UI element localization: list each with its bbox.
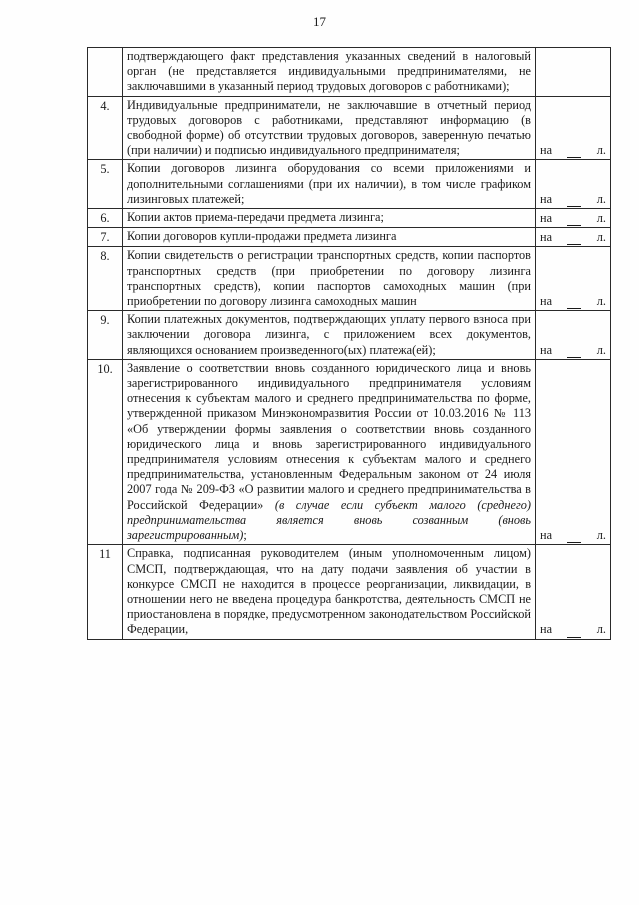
row-number: 6. bbox=[100, 211, 110, 226]
page-count-cell bbox=[536, 160, 611, 209]
page-count-cell bbox=[536, 311, 611, 360]
page-count-cell bbox=[536, 545, 611, 639]
row-number-cell bbox=[88, 209, 123, 228]
document-description: подтверждающего факт представления указанных сведений в налоговый орган (не представляется индивидуальными предпринимателями, не заключавшими в указанный период трудовых договоров с работниками); bbox=[127, 49, 531, 94]
page-count-field bbox=[540, 622, 606, 637]
row-number-cell bbox=[88, 228, 123, 247]
row-number-cell bbox=[88, 247, 123, 311]
page-count-blank bbox=[567, 346, 581, 358]
page-count-blank bbox=[567, 297, 581, 309]
row-number: 9. bbox=[100, 313, 110, 328]
page-count-blank bbox=[567, 531, 581, 543]
row-number: 4. bbox=[100, 98, 110, 113]
page-count-cell bbox=[536, 228, 611, 247]
page-count-suffix: л. bbox=[596, 230, 606, 245]
page-count-prefix: на bbox=[540, 211, 553, 226]
page-count-field bbox=[540, 192, 606, 207]
page-count-field bbox=[540, 143, 606, 158]
table-row bbox=[88, 545, 611, 639]
page-count-cell bbox=[536, 209, 611, 228]
page-count-suffix: л. bbox=[596, 622, 606, 637]
table-row bbox=[88, 48, 611, 97]
document-description-cell bbox=[123, 48, 536, 97]
table-row bbox=[88, 359, 611, 544]
table-row bbox=[88, 160, 611, 209]
document-description: Индивидуальные предприниматели, не заключавшие в отчетный период трудовых договоров с работниками, представляют информацию (в свободной форме) об отсутствии трудовых договоров, заверенную печатью (при наличии) и подписью индивидуального предпринимателя; bbox=[127, 97, 531, 158]
row-number: 8. bbox=[100, 249, 110, 264]
documents-table bbox=[87, 47, 611, 640]
row-number-cell bbox=[88, 311, 123, 360]
page-count-prefix: на bbox=[540, 528, 553, 543]
documents-table-body bbox=[88, 48, 611, 640]
row-number-cell bbox=[88, 160, 123, 209]
page-count-prefix: на bbox=[540, 143, 553, 158]
row-number: 5. bbox=[100, 162, 110, 177]
document-description-cell bbox=[123, 96, 536, 160]
row-number-cell bbox=[88, 48, 123, 97]
document-description: Копии договоров купли-продажи предмета лизинга bbox=[127, 229, 397, 244]
table-row bbox=[88, 247, 611, 311]
document-description: Копии договоров лизинга оборудования со всеми приложениями и дополнительными соглашениями (при их наличии), в том числе графиком лизинговых платежей; bbox=[127, 161, 531, 206]
row-number: 11 bbox=[99, 547, 111, 562]
document-description-cell bbox=[123, 160, 536, 209]
document-description: Копии свидетельств о регистрации транспортных средств, копии паспортов транспортных средств (при приобретении по договору лизинга транспортных средств), копии паспортов самоходных машин (при приобретении по договору лизинга самоходных машин bbox=[127, 248, 531, 309]
page-count-cell bbox=[536, 359, 611, 544]
page-count-field bbox=[540, 211, 606, 226]
document-description-cell bbox=[123, 209, 536, 228]
document-description-cell bbox=[123, 311, 536, 360]
page-count-prefix: на bbox=[540, 342, 553, 357]
page-count-cell bbox=[536, 247, 611, 311]
table-row bbox=[88, 311, 611, 360]
page-count-prefix: на bbox=[540, 294, 553, 309]
document-description-tail: ; bbox=[243, 528, 247, 543]
page-count-blank bbox=[567, 233, 581, 245]
page-count-cell bbox=[536, 96, 611, 160]
document-description-cell bbox=[123, 247, 536, 311]
row-number-cell bbox=[88, 545, 123, 639]
page-count-field bbox=[540, 528, 606, 543]
row-number: 7. bbox=[100, 230, 110, 245]
page-count-field bbox=[540, 230, 606, 245]
page-count-suffix: л. bbox=[596, 143, 606, 158]
page-count-blank bbox=[567, 214, 581, 226]
page-count-suffix: л. bbox=[596, 294, 606, 309]
page-count-field bbox=[540, 294, 606, 309]
table-row bbox=[88, 228, 611, 247]
document-description: Заявление о соответствии вновь созданного юридического лица и вновь зарегистрированного индивидуального предпринимателя условиям отнесения к субъектам малого и среднего предпринимательства по форме, утвержденной приказом Минэкономразвития России от 10.03.2016 № 113 «Об утверждении формы заявления о соответствии вновь созданного юридического лица и вновь зарегистрированного индивидуального предпринимателя условиям отнесения к субъектам малого и среднего предпринимательства, установленным Федеральным законом от 24 июля 2007 года № 209-ФЗ «О развитии малого и среднего предпринимательства в Российской Федерации» bbox=[127, 360, 531, 512]
table-row bbox=[88, 96, 611, 160]
page-count-blank bbox=[567, 195, 581, 207]
document-description-cell bbox=[123, 359, 536, 544]
page-count-prefix: на bbox=[540, 230, 553, 245]
document-description: Справка, подписанная руководителем (иным уполномоченным лицом) СМСП, подтверждающая, что на дату подачи заявления об участии в конкурсе СМСП не находится в процессе реорганизации, ликвидации, в отношении него не введена процедура банкротства, деятельность СМСП не приостановлена в порядке, предусмотренном законодательством Российской Федерации, bbox=[127, 546, 531, 637]
page-count-prefix: на bbox=[540, 191, 553, 206]
table-row bbox=[88, 209, 611, 228]
page-number: 17 bbox=[313, 14, 326, 29]
page-count-suffix: л. bbox=[596, 211, 606, 226]
row-number-cell bbox=[88, 359, 123, 544]
page-count-blank bbox=[567, 146, 581, 158]
page-count-suffix: л. bbox=[596, 191, 606, 206]
document-description-cell bbox=[123, 228, 536, 247]
document-description: Копии платежных документов, подтверждающих уплату первого взноса при заключении договора лизинга, с приложением всех документов, являющихся основанием произведенного(ых) платежа(ей); bbox=[127, 312, 531, 357]
row-number: 10. bbox=[97, 361, 113, 376]
document-description-cell bbox=[123, 545, 536, 639]
document-description: Копии актов приема-передачи предмета лизинга; bbox=[127, 210, 384, 225]
page-count-field bbox=[540, 343, 606, 358]
page-count-blank bbox=[567, 626, 581, 638]
page-count-prefix: на bbox=[540, 622, 553, 637]
row-number-cell bbox=[88, 96, 123, 160]
page-count-suffix: л. bbox=[596, 528, 606, 543]
document-description-note: (в случае если субъект малого (среднего) предпринимательства является вновь созванным (вновь зарегистрированным) bbox=[127, 497, 531, 543]
page-count-suffix: л. bbox=[596, 342, 606, 357]
page-count-cell bbox=[536, 48, 611, 97]
